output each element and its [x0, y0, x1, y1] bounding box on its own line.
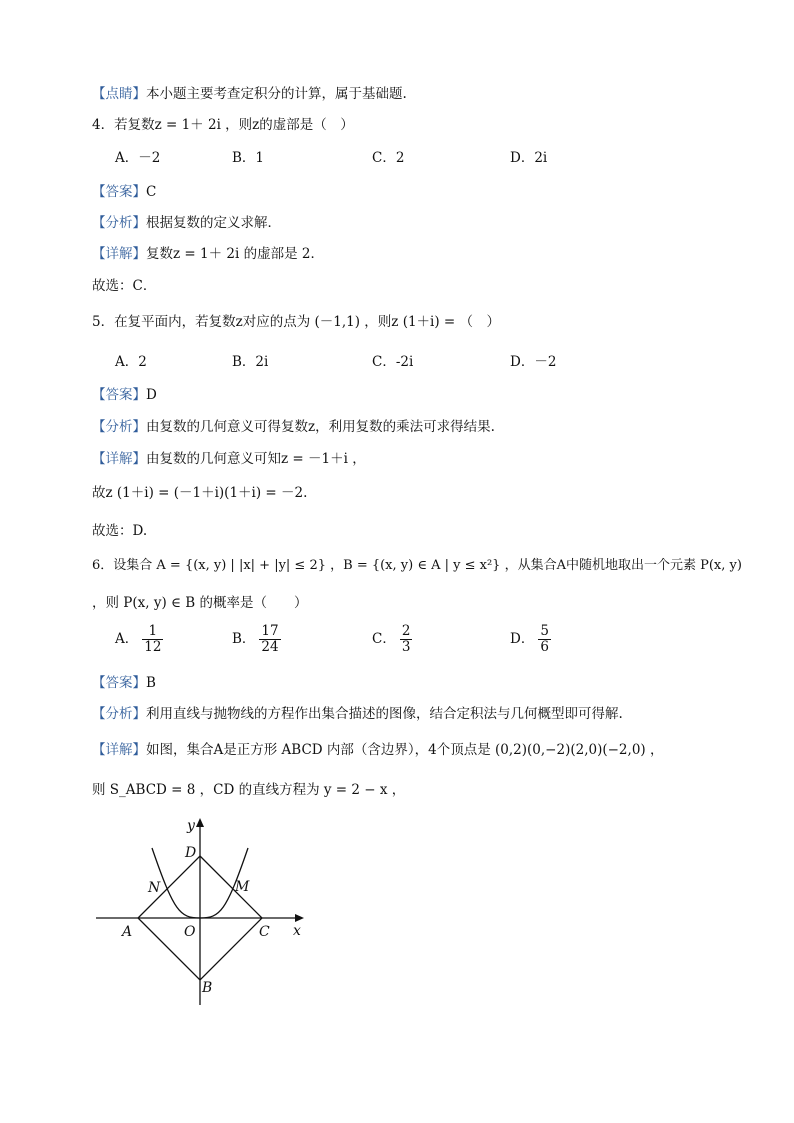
q6-answer-tag: 【答案】 [92, 675, 146, 691]
q5-conclusion: 故选：D. [92, 523, 148, 539]
q6-detail-line [92, 740, 663, 760]
q6-option-d-num: 5 [540, 623, 549, 639]
dianjing-text: 本小题主要考查定积分的计算，属于基础题. [146, 86, 407, 102]
x-axis-arrow-icon [295, 914, 304, 922]
q5-step: 故z (1＋i) = (－1＋i)(1＋i) = －2. [92, 485, 308, 501]
q5-detail-line [92, 449, 366, 469]
q6-option-c-den: 3 [401, 639, 411, 655]
q5-analysis-tag: 【分析】 [92, 419, 146, 435]
q6-analysis-tag: 【分析】 [92, 706, 146, 722]
dianjing-tag: 【点睛】 [92, 86, 146, 102]
q6-option-b-fraction [259, 624, 280, 655]
label-c: C [259, 924, 270, 940]
q4-option-b: B．1 [232, 150, 265, 166]
q5-detail-tag: 【详解】 [92, 451, 146, 467]
q5-answer-line [92, 385, 157, 405]
q4-analysis: 根据复数的定义求解． [146, 215, 281, 231]
q6-answer-line [92, 673, 156, 693]
q4-detail: 复数z = 1＋ 2i 的虚部是 2． [146, 246, 324, 262]
q6-analysis: 利用直线与抛物线的方程作出集合描述的图像，结合定积法与几何概型即可得解. [146, 706, 623, 722]
q6-option-a-label: A． [115, 631, 139, 647]
q4-analysis-tag: 【分析】 [92, 215, 146, 231]
q4-answer-tag: 【答案】 [92, 184, 146, 200]
label-a: A [122, 924, 133, 940]
label-o: O [184, 924, 196, 940]
q6-answer: B [146, 675, 156, 691]
label-m: M [235, 879, 250, 895]
q5-stem: 5．在复平面内，若复数z对应的点为 (－1,1) ，则z (1＋i) = （ ） [92, 314, 501, 330]
q6-option-b-den: 24 [261, 639, 279, 655]
q6-option-c-fraction [400, 624, 413, 655]
square-parabola-figure [88, 812, 318, 1017]
q6-option-a [115, 624, 163, 655]
q6-option-c-num: 2 [401, 623, 411, 639]
q4-answer: C [146, 184, 157, 200]
q4-option-d: D．2i [510, 150, 548, 166]
q6-option-a-fraction [142, 624, 163, 655]
q6-option-c-label: C． [372, 631, 396, 647]
dianjing-line [92, 84, 407, 104]
q4-analysis-line [92, 213, 281, 233]
q6-option-a-num: 1 [142, 624, 163, 640]
q6-option-b-num: 17 [261, 623, 279, 639]
q6-option-b [232, 624, 281, 655]
label-n: N [148, 880, 161, 896]
label-x: x [293, 923, 301, 939]
q6-option-c [372, 624, 412, 655]
q5-detail: 由复数的几何意义可知z = －1＋i ， [146, 451, 366, 467]
label-b: B [202, 980, 213, 996]
q6-option-d-den: 6 [540, 639, 549, 655]
q5-answer: D [146, 387, 157, 403]
q6-option-d-label: D． [510, 631, 535, 647]
q5-option-c: C．-2i [372, 354, 414, 370]
q5-analysis-line [92, 417, 495, 437]
q6-stem-line1: 6．设集合 A = {(x, y) | |x| + |y| ≤ 2} ，B = {(x, y) ∈ A | y ≤ x²} ，从集合A中随机地取出一个元素 P(x, y) [92, 558, 742, 573]
q6-option-d-fraction [538, 624, 551, 655]
q4-answer-line [92, 182, 156, 202]
q6-step: 则 S_ABCD = 8 ，CD 的直线方程为 y = 2 − x ， [92, 782, 406, 798]
q5-analysis: 由复数的几何意义可得复数z，利用复数的乘法可求得结果. [146, 419, 495, 435]
q6-analysis-line [92, 704, 623, 724]
q6-detail-tag: 【详解】 [92, 742, 146, 758]
q4-detail-tag: 【详解】 [92, 246, 146, 262]
q5-option-b: B．2i [232, 354, 269, 370]
label-y: y [187, 818, 195, 834]
q4-conclusion: 故选：C． [92, 278, 157, 294]
y-axis-arrow-icon [196, 818, 204, 827]
q6-option-a-den: 12 [144, 639, 162, 655]
q4-option-c: C．2 [372, 150, 405, 166]
label-d: D [185, 845, 197, 861]
q6-stem-line2: ，则 P(x, y) ∈ B 的概率是（ ） [92, 595, 308, 611]
q6-detail: 如图，集合A是正方形 ABCD 内部（含边界），4个顶点是 (0,2)(0,−2)(2,0)(−2,0) ， [146, 742, 664, 758]
q4-stem: 4．若复数z = 1＋ 2i ，则z的虚部是（ ） [92, 117, 354, 133]
q6-option-b-label: B． [232, 631, 256, 647]
q4-detail-line [92, 244, 324, 264]
q5-answer-tag: 【答案】 [92, 387, 146, 403]
q5-option-d: D．－2 [510, 354, 557, 370]
q6-option-d [510, 624, 551, 655]
q4-option-a: A．－2 [115, 150, 161, 166]
q5-option-a: A．2 [115, 354, 147, 370]
